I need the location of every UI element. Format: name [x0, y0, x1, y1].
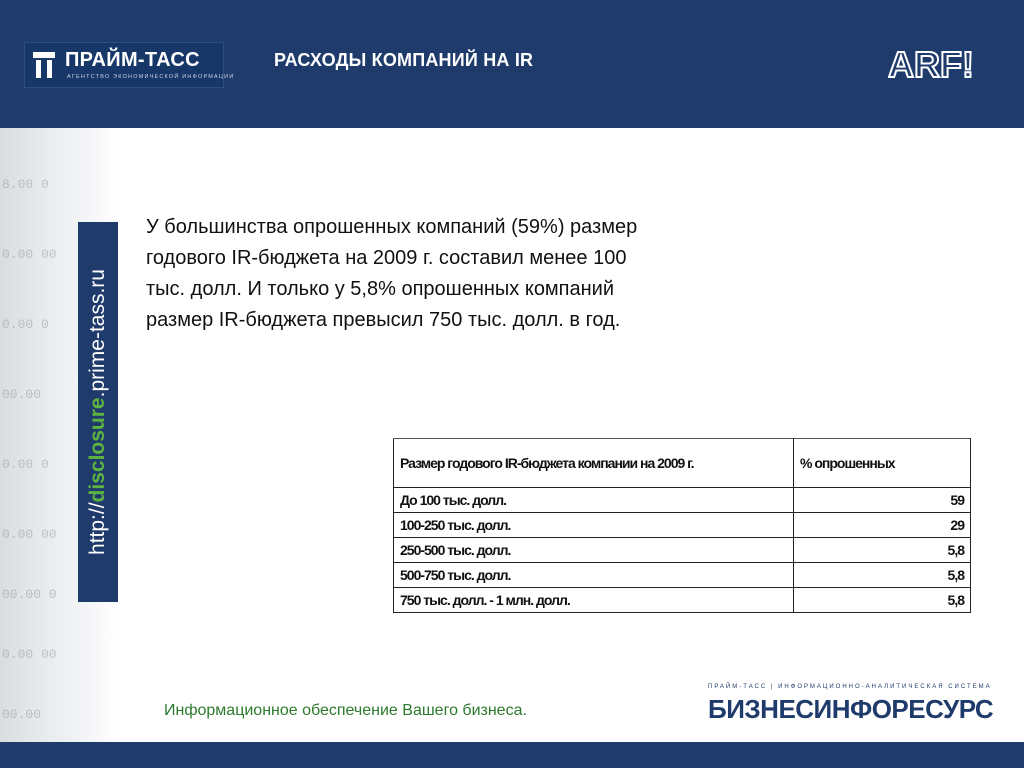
row-value: 29 — [794, 513, 971, 538]
row-value: 5,8 — [794, 563, 971, 588]
svg-text:0.00 0: 0.00 0 — [2, 457, 49, 472]
budget-table-container — [393, 438, 970, 608]
table-row — [394, 538, 971, 563]
row-range: 100-250 тыс. долл. — [394, 513, 794, 538]
budget-table — [393, 438, 971, 613]
logo-subtitle: АГЕНТСТВО ЭКОНОМИЧЕСКОЙ ИНФОРМАЦИИ — [67, 74, 235, 80]
prime-tass-logo[interactable] — [24, 42, 235, 88]
summary-paragraph: У большинства опрошенных компаний (59%) размер годового IR-бюджета на 2009 г. составил менее 100 тыс. долл. И только у 5,8% опрошенных компаний размер IR-бюджета превысил 750 тыс. долл. в год. — [146, 216, 638, 331]
row-range: До 100 тыс. долл. — [394, 488, 794, 513]
svg-text:0.00 00: 0.00 00 — [2, 527, 57, 542]
row-value: 59 — [794, 488, 971, 513]
site-url-banner[interactable] — [78, 222, 118, 602]
svg-text:0.00 00: 0.00 00 — [2, 247, 57, 262]
svg-text:00.00 0: 00.00 0 — [2, 587, 57, 602]
svg-text:00.00: 00.00 — [2, 707, 42, 722]
prime-tass-logo-icon — [33, 52, 55, 78]
table-header-row — [394, 439, 971, 488]
table-row — [394, 488, 971, 513]
url-prefix: http:// — [86, 502, 109, 555]
row-range: 750 тыс. долл. - 1 млн. долл. — [394, 588, 794, 613]
row-value: 5,8 — [794, 588, 971, 613]
table-row — [394, 513, 971, 538]
arf-logo[interactable] — [888, 46, 992, 82]
site-url[interactable] — [86, 269, 110, 555]
header-percent: % опрошенных — [794, 439, 971, 488]
table-row — [394, 563, 971, 588]
url-accent: disclosure — [86, 397, 109, 503]
header-budget-size: Размер годового IR-бюджета компании на 2009 г. — [394, 439, 794, 488]
footer-slogan: Информационное обеспечение Вашего бизнеса. — [164, 702, 527, 719]
row-range: 500-750 тыс. долл. — [394, 563, 794, 588]
footer-bar — [0, 742, 1024, 768]
url-suffix: .prime-tass.ru — [86, 269, 109, 398]
svg-text:8.00 0: 8.00 0 — [2, 177, 49, 192]
system-caption: ПРАЙМ-ТАСС | ИНФОРМАЦИОННО-АНАЛИТИЧЕСКАЯ СИСТЕМА — [708, 684, 992, 690]
biznesinforesurs-logo[interactable]: БИЗНЕСИНФОРЕСУРС — [708, 694, 994, 724]
row-range: 250-500 тыс. долл. — [394, 538, 794, 563]
table-row — [394, 588, 971, 613]
svg-text:0.00 0: 0.00 0 — [2, 317, 49, 332]
svg-text:0.00 00: 0.00 00 — [2, 647, 57, 662]
arf-logo-text: ARF! — [888, 46, 974, 82]
row-value: 5,8 — [794, 538, 971, 563]
page-title: РАСХОДЫ КОМПАНИЙ НА IR — [274, 50, 534, 70]
logo-name: ПРАЙМ-ТАСС — [65, 49, 200, 71]
svg-text:00.00: 00.00 — [2, 387, 42, 402]
header-bar — [0, 0, 1024, 128]
